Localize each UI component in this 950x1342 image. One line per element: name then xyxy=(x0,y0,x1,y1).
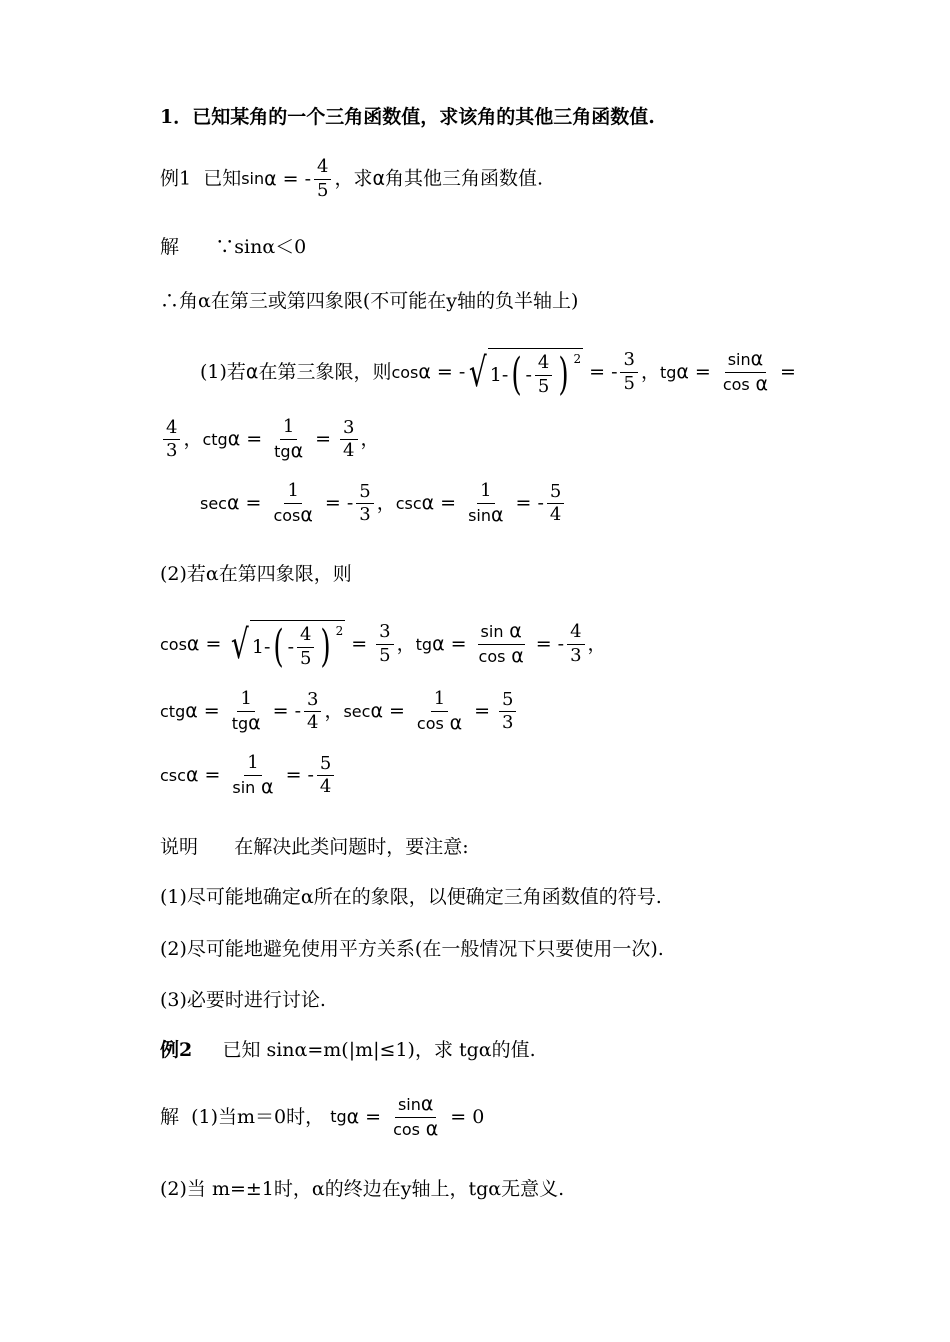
ctg-fn: ctg xyxy=(202,429,228,449)
sqrt: √ 1 - ( - $\frac{4}{5}$ ) 2 xyxy=(469,349,582,400)
alpha-symbol: α xyxy=(245,361,259,383)
example-1-known: 已知 xyxy=(203,167,242,190)
case-1-mid: 在第三象限，则 xyxy=(258,361,392,383)
solution-1-because xyxy=(160,238,306,257)
example-1-tail2: 角其他三角函数值. xyxy=(385,167,544,190)
case-1-line-3: sec α = $\frac{1}{\cos\alpha}$ = - $\frac{5}{3}$ ， csc α = $\frac{1}{\sin\alpha}$ = - $\frac{5}{4}$ xyxy=(200,482,567,526)
case-1-line-2: $\frac{4}{3}$ ， ctg α = $\frac{1}{\text{tgα}}$ = $\frac{3}{4}$ ， xyxy=(160,418,380,462)
minus: - xyxy=(458,361,466,383)
solution-2-case-1: 解 (1)当 m＝0时， tg α = $\frac{\sin\alpha}{\text{cos α}}$ = 0 xyxy=(160,1093,485,1140)
csc-fn: csc xyxy=(395,493,422,513)
example-1-tail: ，求 xyxy=(334,167,373,190)
equals: = xyxy=(282,167,299,190)
equals: = xyxy=(436,361,453,383)
case-2-line-3: csc α = $\frac{1}{\text{sin α}}$ = - $\frac{5}{4}$ xyxy=(160,754,337,798)
example-1 xyxy=(160,158,543,201)
tg-fn: tg xyxy=(659,362,677,382)
solution-2-case-2: (2)当 m=±1时，α的终边在y轴上，tgα无意义. xyxy=(160,1178,565,1200)
solution-2-label: 解 xyxy=(160,1105,180,1128)
case-1-line: (1)若 α 在第三象限，则 cos α = - √ 1 - ( - $\frac{4}{5}$ ) 2 = - $\frac{3}{5}$ ， tg α = $\frac{\sin\alpha}{\text{cos α}}$ = xyxy=(200,348,796,400)
example-2-label: 例2 xyxy=(160,1039,193,1061)
example-1-label: 例1 xyxy=(160,167,192,190)
note-text: 在解决此类问题时，要注意: xyxy=(234,836,469,858)
note-item-2: (2)尽可能地避免使用平方关系(在一般情况下只要使用一次). xyxy=(160,938,664,960)
alpha-symbol: α xyxy=(372,167,385,190)
sin-fn: sin xyxy=(241,169,265,189)
note-label: 说明 xyxy=(160,836,199,858)
case-2-line-2: ctg α = $\frac{1}{\text{tgα}}$ = - $\frac{3}{4}$ ， sec α = $\frac{1}{\text{cos α}}$ = $\frac{5}{3}$ xyxy=(160,690,519,734)
example-2-text: 已知 sinα=m(|m|≤1)，求 tgα的值. xyxy=(222,1039,536,1061)
note xyxy=(160,838,469,857)
example-2 xyxy=(160,1041,536,1060)
case-1-prefix: (1)若 xyxy=(200,361,246,383)
minus: - xyxy=(304,167,311,190)
sec-fn: sec xyxy=(200,493,227,513)
alpha-symbol: α xyxy=(264,167,277,190)
note-item-1: (1)尽可能地确定α所在的象限，以便确定三角函数值的符号. xyxy=(160,886,662,908)
case-2-heading: (2)若α在第四象限，则 xyxy=(160,563,352,585)
cos-fn: cos xyxy=(391,362,419,382)
solution-1-therefore: ∴角α在第三或第四象限(不可能在y轴的负半轴上) xyxy=(160,290,579,312)
sqrt: √ 1 - ( - $\frac{4}{5}$ ) 2 xyxy=(231,621,344,672)
case-2-line-1: cos α = √ 1 - ( - $\frac{4}{5}$ ) 2 = $\frac{3}{5}$ ， tg α = $\frac{\text{sin α}}{\text{cos α}}$ = - $\frac{4}{3}$ ， xyxy=(160,620,607,672)
section-heading: 1．已知某角的一个三角函数值，求该角的其他三角函数值. xyxy=(160,106,655,128)
fraction: $\frac{4}{5}$ xyxy=(314,158,331,201)
note-item-3: (3)必要时进行讨论. xyxy=(160,989,326,1011)
solution-label: 解 xyxy=(160,236,180,258)
alpha-symbol: α xyxy=(418,361,431,383)
because-line: ∵sinα＜0 xyxy=(215,236,307,258)
